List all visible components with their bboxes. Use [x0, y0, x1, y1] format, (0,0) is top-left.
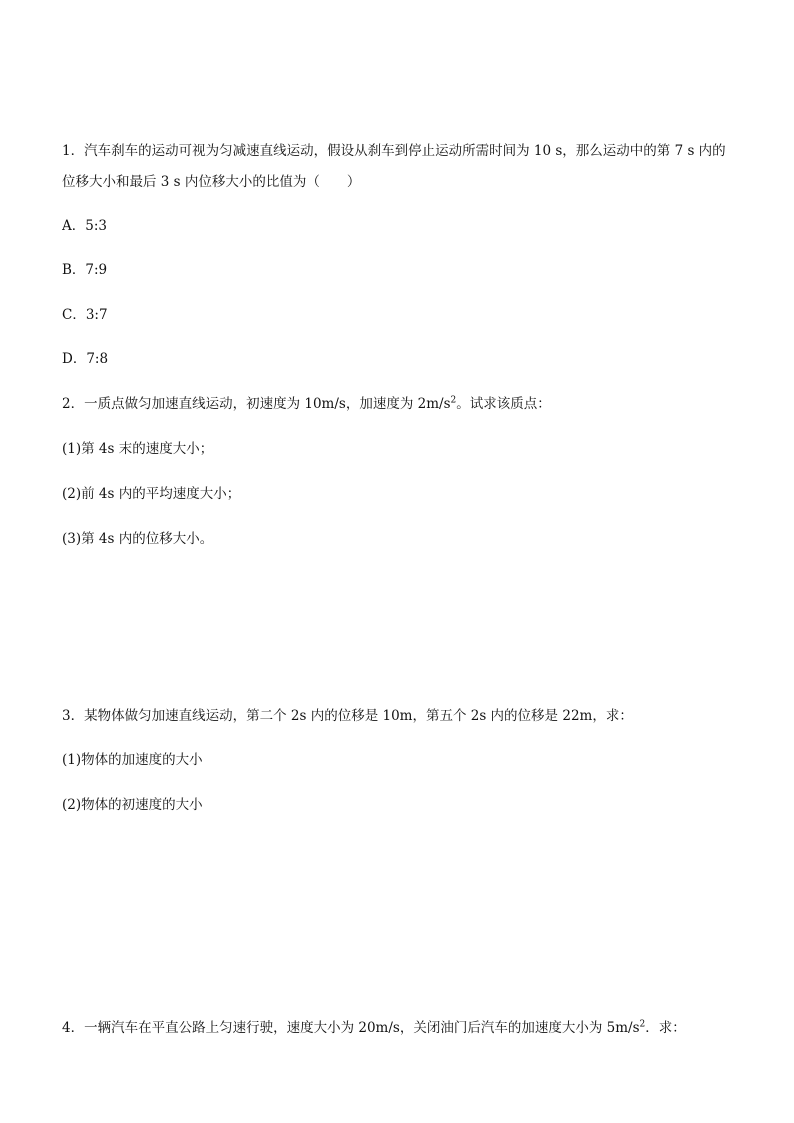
question-1-option-d: D．7:8 — [62, 351, 109, 367]
question-1-option-b: B．7:9 — [62, 262, 108, 278]
question-4-stem-tail: ．求： — [645, 1020, 686, 1036]
question-2-stem-text: 2．一质点做匀加速直线运动，初速度为 10m/s，加速度为 2m/s — [62, 396, 451, 412]
question-1-stem-line-2: 位移大小和最后 3 s 内位移大小的比值为（ ） — [62, 174, 361, 190]
question-1-option-a: A．5:3 — [62, 218, 107, 234]
question-2-part-2: (2)前 4s 内的平均速度大小； — [62, 486, 241, 502]
question-3-stem: 3．某物体做匀加速直线运动，第二个 2s 内的位移是 10m，第五个 2s 内的位移是 22m，求： — [62, 708, 633, 724]
question-1-option-c: C．3:7 — [62, 307, 108, 323]
question-2-stem-tail: 。试求该质点： — [456, 396, 551, 412]
question-4-stem-text: 4．一辆汽车在平直公路上匀速行驶，速度大小为 20m/s，关闭油门后汽车的加速度大小为 5m/s — [62, 1020, 640, 1036]
question-2-stem-exponent: 2 — [450, 395, 457, 406]
question-3-part-2: (2)物体的初速度的大小 — [62, 797, 203, 813]
question-2-part-1: (1)第 4s 末的速度大小； — [62, 441, 214, 457]
question-4-stem — [62, 1018, 752, 1038]
question-3-part-1: (1)物体的加速度的大小 — [62, 752, 203, 768]
question-2-part-3: (3)第 4s 内的位移大小。 — [62, 531, 214, 547]
question-2-stem — [62, 394, 752, 414]
question-1-stem-line-1: 1．汽车刹车的运动可视为匀减速直线运动，假设从刹车到停止运动所需时间为 10 s，那么运动中的第 7 s 内的 — [62, 143, 726, 159]
question-4-stem-exponent: 2 — [639, 1019, 646, 1030]
